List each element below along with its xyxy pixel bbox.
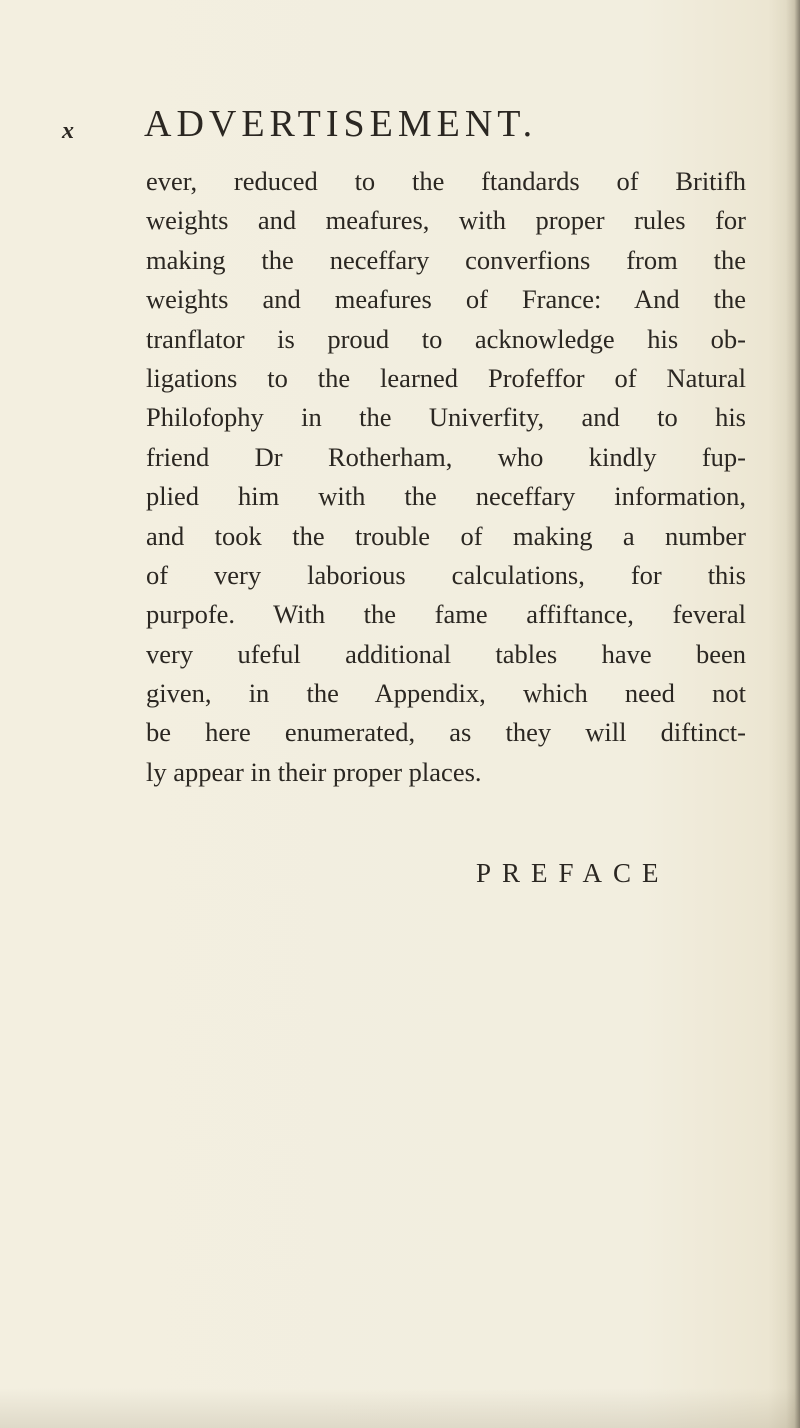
text-line: given, in the Appendix, which need not (146, 678, 746, 709)
text-line: be here enumerated, as they will diftinct- (146, 717, 746, 748)
text-line: weights and meafures, with proper rules for (146, 205, 746, 236)
text-line: ly appear in their proper places. (146, 756, 482, 787)
page-number: x (62, 118, 74, 144)
catchword: PREFACE (476, 858, 670, 888)
text-line: of very laborious calculations, for this (146, 559, 746, 590)
text-line: purpofe. With the fame affiftance, feveral (146, 599, 746, 630)
text-line: and took the trouble of making a number (146, 520, 746, 551)
text-line: very ufeful additional tables have been (146, 638, 746, 669)
text-line: plied him with the neceffary information, (146, 481, 746, 512)
running-head-title: ADVERTISEMENT. (144, 103, 538, 145)
text-line: ever, reduced to the ftandards of Britifh (146, 166, 746, 196)
text-line: tranflator is proud to acknowledge his ob- (146, 323, 746, 354)
text-line: friend Dr Rotherham, who kindly fup- (146, 441, 746, 472)
page-edge-shadow (786, 0, 800, 1428)
body-paragraph (146, 162, 746, 792)
text-line: making the neceffary converfions from the (146, 244, 746, 275)
text-line: ligations to the learned Profeffor of Natural (146, 362, 746, 393)
running-head (60, 102, 720, 154)
text-line: weights and meafures of France: And the (146, 284, 746, 315)
page-bottom-shadow (0, 1388, 800, 1428)
text-line: Philofophy in the Univerfity, and to his (146, 402, 746, 433)
